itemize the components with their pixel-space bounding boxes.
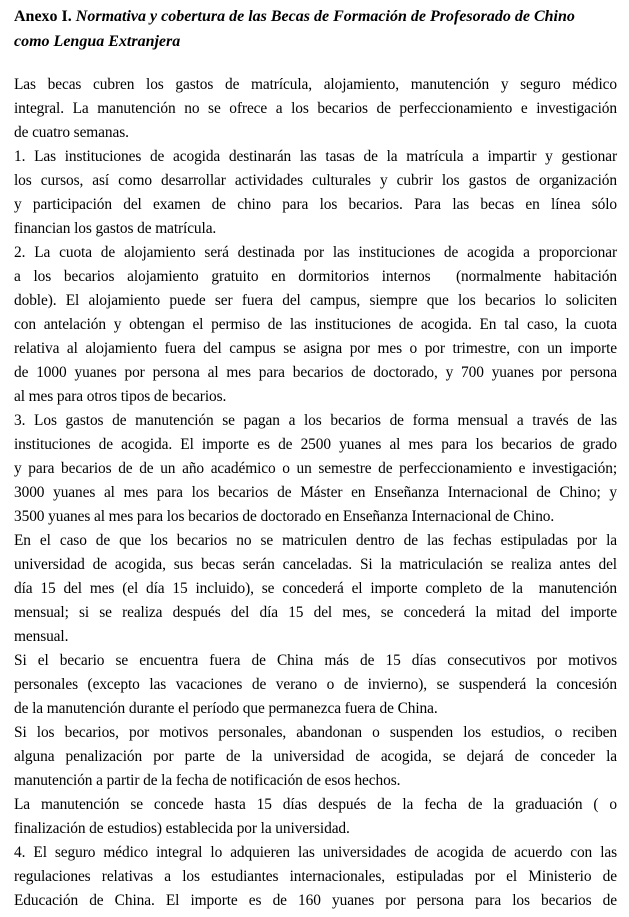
- title-line-1: [14, 4, 617, 29]
- text-line: al mes para otros tipos de becarios.: [14, 388, 227, 405]
- text-line: mensual.: [14, 628, 69, 645]
- document-title: [14, 4, 617, 54]
- text-line: 3. Los gastos de manutención se pagan a los becarios de forma mensual a través de las: [14, 412, 617, 429]
- title-line-2: como Lengua Extranjera: [14, 33, 181, 50]
- text-line: finalización de estudios) establecida por la universidad.: [14, 820, 350, 837]
- text-line: a los becarios alojamiento gratuito en dormitorios internos (normalmente habitación: [14, 268, 617, 285]
- text-line: 4. El seguro médico integral lo adquieren las universidades de acogida de acuerdo con las: [14, 844, 617, 861]
- text-line: los cursos, así como desarrollar actividades culturales y cubrir los gastos de organización: [14, 172, 617, 189]
- text-line: y para becarios de de un año académico o un semestre de perfeccionamiento e investigación;: [14, 460, 617, 477]
- text-line: mensual; si se realiza después del día 15 del mes, se concederá la mitad del importe: [14, 604, 617, 621]
- text-line: instituciones de acogida. El importe es de 2500 yuanes al mes para los becarios de grado: [14, 436, 617, 453]
- text-line: y participación del examen de chino para los becarios. Para las becas en línea sólo: [14, 196, 617, 213]
- text-line: de la manutención durante el período que permanezca fuera de China.: [14, 700, 438, 717]
- text-line: financian los gastos de matrícula.: [14, 220, 217, 237]
- text-line: 1. Las instituciones de acogida destinarán las tasas de la matrícula a impartir y gestionar: [14, 148, 617, 165]
- text-line: de cuatro semanas.: [14, 124, 129, 141]
- text-line: La manutención se concede hasta 15 días después de la fecha de la graduación ( o: [14, 796, 617, 813]
- title-body-spacer: [14, 54, 617, 73]
- text-line: regulaciones relativas a los estudiantes internacionales, estipuladas por el Ministerio de: [14, 868, 617, 885]
- text-line: de 1000 yuanes por persona al mes para becarios de doctorado, y 700 yuanes por persona: [14, 364, 617, 381]
- text-line: doble). El alojamiento puede ser fuera del campus, siempre que los becarios lo soliciten: [14, 292, 617, 309]
- text-line: 2. La cuota de alojamiento será destinada por las instituciones de acogida a proporcionar: [14, 244, 617, 261]
- text-line: universidad de acogida, sus becas serán canceladas. Si la matriculación se realiza antes del: [14, 556, 617, 573]
- text-line: relativa al alojamiento fuera del campus se asigna por mes o por trimestre, con un importe: [14, 340, 617, 357]
- text-line: Si los becarios, por motivos personales, abandonan o suspenden los estudios, o reciben: [14, 724, 617, 741]
- title-prefix: Anexo I.: [14, 8, 72, 25]
- text-line: día 15 del mes (el día 15 incluido), se concederá el importe completo de la manutención: [14, 580, 617, 597]
- text-line: Si el becario se encuentra fuera de China más de 15 días consecutivos por motivos: [14, 652, 617, 669]
- document-body: [14, 73, 617, 913]
- title-line-1-italic: Normativa y cobertura de las Becas de Formación de Profesorado de Chino: [75, 8, 575, 25]
- text-line: con antelación y obtengan el permiso de las instituciones de acogida. En tal caso, la cuota: [14, 316, 617, 333]
- text-line: Educación de China. El importe es de 160 yuanes por persona para los becarios de: [14, 892, 617, 909]
- text-line: manutención a partir de la fecha de notificación de esos hechos.: [14, 772, 401, 789]
- text-line: 3000 yuanes al mes para los becarios de Máster en Enseñanza Internacional de Chino; y: [14, 484, 617, 501]
- text-line: alguna penalización por parte de la universidad de acogida, se dejará de conceder la: [14, 748, 617, 765]
- text-line: En el caso de que los becarios no se matriculen dentro de las fechas estipuladas por la: [14, 532, 617, 549]
- text-line: integral. La manutención no se ofrece a los becarios de perfeccionamiento e investigación: [14, 100, 617, 117]
- text-line: 3500 yuanes al mes para los becarios de doctorado en Enseñanza Internacional de Chino.: [14, 508, 555, 525]
- text-line: Las becas cubren los gastos de matrícula, alojamiento, manutención y seguro médico: [14, 76, 617, 93]
- text-line: personales (excepto las vacaciones de verano o de invierno), se suspenderá la concesión: [14, 676, 617, 693]
